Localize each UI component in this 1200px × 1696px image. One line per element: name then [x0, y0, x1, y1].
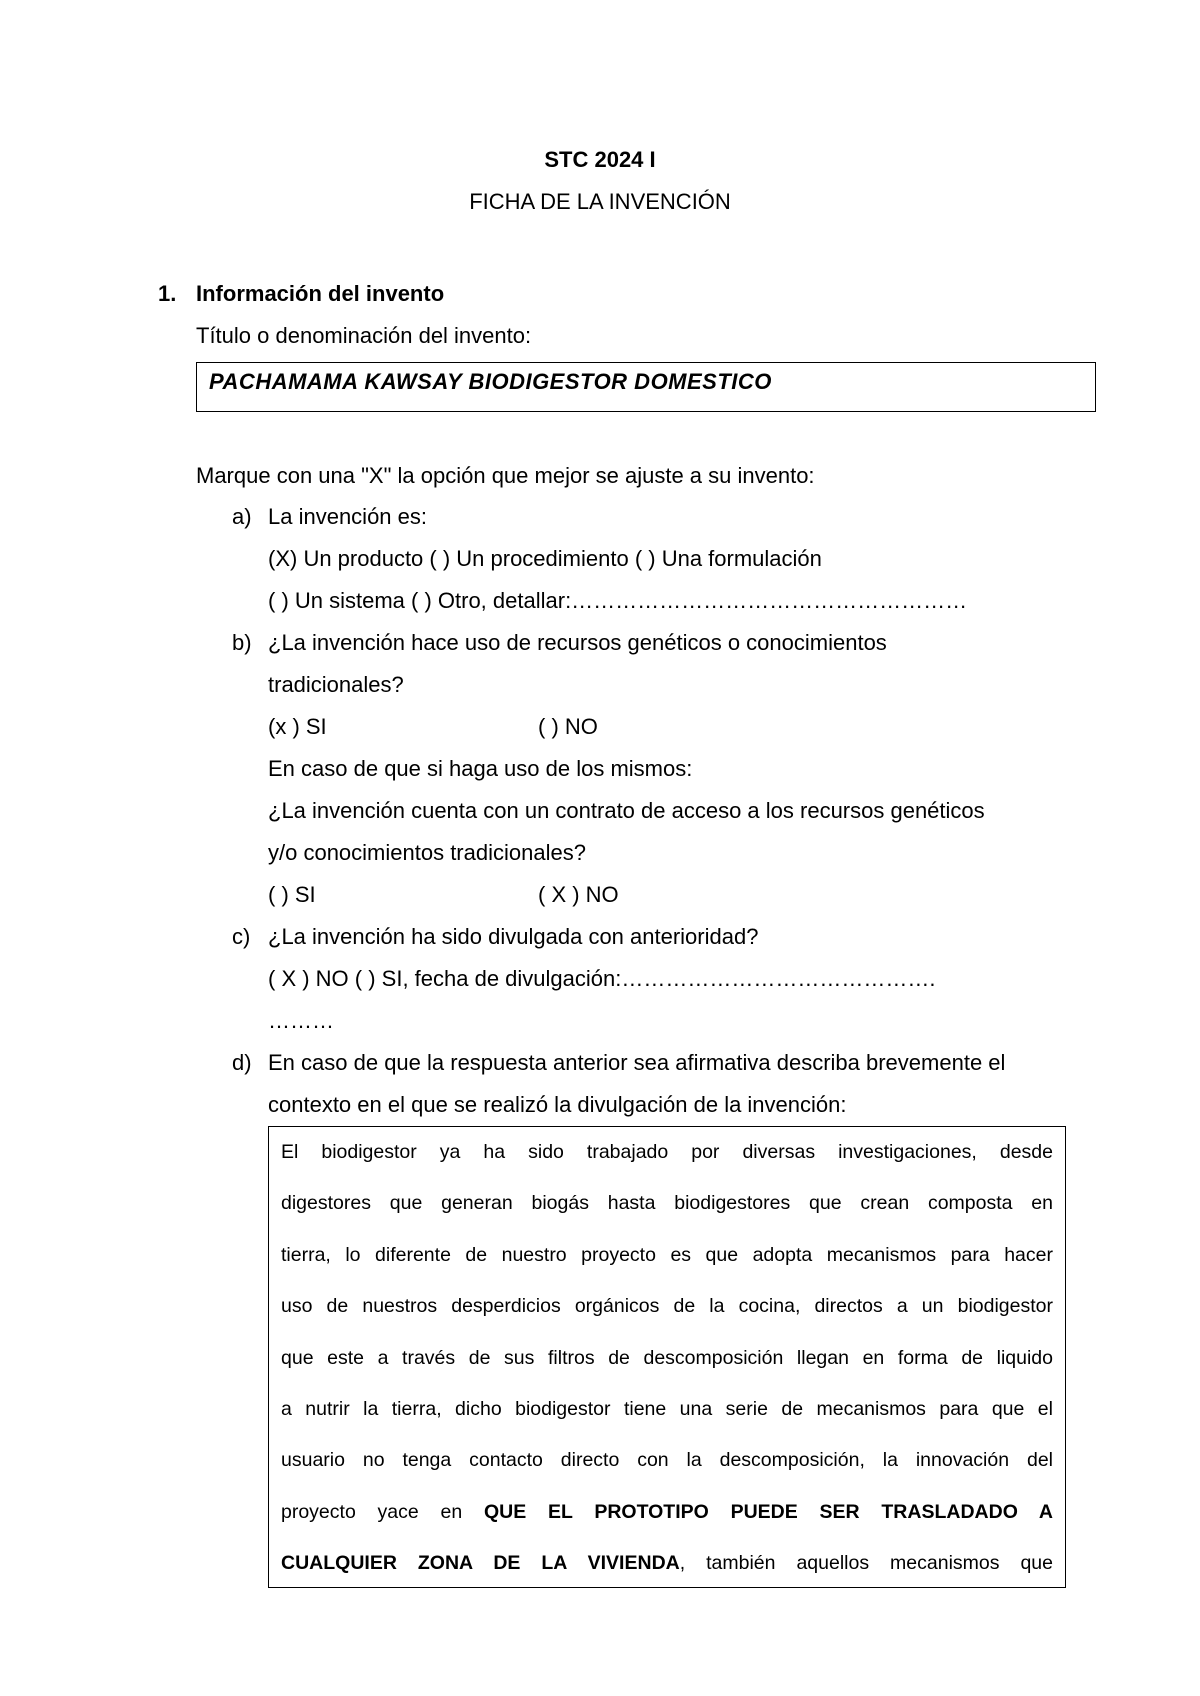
- section-number: 1.: [158, 281, 177, 306]
- question-b2-option-no: ( X ) NO: [538, 882, 619, 907]
- header-code: STC 2024 I: [544, 147, 656, 172]
- description-line: a nutrir la tierra, dicho biodigestor tiene una serie de mecanismos para que el: [281, 1397, 1053, 1420]
- invention-title: PACHAMAMA KAWSAY BIODIGESTOR DOMESTICO: [209, 369, 772, 394]
- question-b2-text-line1: ¿La invención cuenta con un contrato de acceso a los recursos genéticos: [268, 798, 985, 823]
- question-a-text: La invención es:: [268, 504, 427, 529]
- question-b-option-no: ( ) NO: [538, 714, 598, 739]
- question-b-followup: En caso de que si haga uso de los mismos:: [268, 756, 693, 781]
- question-c-answer-line2: ………: [268, 1008, 334, 1033]
- description-line-8-pre: proyecto yace en: [281, 1500, 484, 1523]
- description-line-9: [281, 1538, 1053, 1589]
- question-a-options-row1: (X) Un producto ( ) Un procedimiento ( ) Una formulación: [268, 546, 822, 571]
- description-line: que este a través de sus filtros de descomposición llegan en forma de liquido: [281, 1346, 1053, 1369]
- description-box: [268, 1126, 1066, 1588]
- description-line: tierra, lo diferente de nuestro proyecto es que adopta mecanismos para hacer: [281, 1243, 1053, 1266]
- question-d-text-line2: contexto en el que se realizó la divulgación de la invención:: [268, 1092, 847, 1117]
- question-b2-option-si: ( ) SI: [268, 882, 316, 907]
- description-line-8: [281, 1487, 1053, 1538]
- instruction-text: Marque con una "X" la opción que mejor se ajuste a su invento:: [196, 463, 815, 488]
- description-line: uso de nuestros desperdicios orgánicos de la cocina, directos a un biodigestor: [281, 1295, 1053, 1318]
- description-line: usuario no tenga contacto directo con la descomposición, la innovación del: [281, 1449, 1053, 1472]
- title-label: Título o denominación del invento:: [196, 323, 532, 348]
- page-title: FICHA DE LA INVENCIÓN: [469, 189, 731, 214]
- description-line: El biodigestor ya ha sido trabajado por diversas investigaciones, desde: [281, 1141, 1053, 1163]
- question-c-marker: c): [232, 924, 251, 949]
- question-a-options-row2: ( ) Un sistema ( ) Otro, detallar:………………………………………………: [268, 588, 968, 613]
- description-line: digestores que generan biogás hasta biodigestores que crean composta en: [281, 1192, 1053, 1215]
- description-text: [281, 1127, 1053, 1590]
- question-b2-text-line2: y/o conocimientos tradicionales?: [268, 840, 586, 865]
- question-b-text-line2: tradicionales?: [268, 672, 404, 697]
- question-b-marker: b): [232, 630, 252, 655]
- section-heading: Información del invento: [196, 281, 445, 306]
- invention-title-box: [196, 362, 1096, 412]
- question-d-marker: d): [232, 1050, 252, 1075]
- question-c-answer-line1: ( X ) NO ( ) SI, fecha de divulgación:…………………………………….: [268, 966, 936, 991]
- description-line-9-post: , también aquellos mecanismos que: [679, 1552, 1053, 1575]
- question-a-marker: a): [232, 504, 252, 529]
- question-c-text: ¿La invención ha sido divulgada con anterioridad?: [268, 924, 759, 949]
- description-emphasis-2: CUALQUIER ZONA DE LA VIVIENDA: [281, 1552, 680, 1575]
- description-emphasis-1: QUE EL PROTOTIPO PUEDE SER TRASLADADO A: [483, 1500, 1053, 1523]
- question-b-text-line1: ¿La invención hace uso de recursos genéticos o conocimientos: [268, 630, 887, 655]
- question-b-option-si: (x ) SI: [268, 714, 327, 739]
- question-d-text-line1: En caso de que la respuesta anterior sea afirmativa describa brevemente el: [268, 1050, 1006, 1075]
